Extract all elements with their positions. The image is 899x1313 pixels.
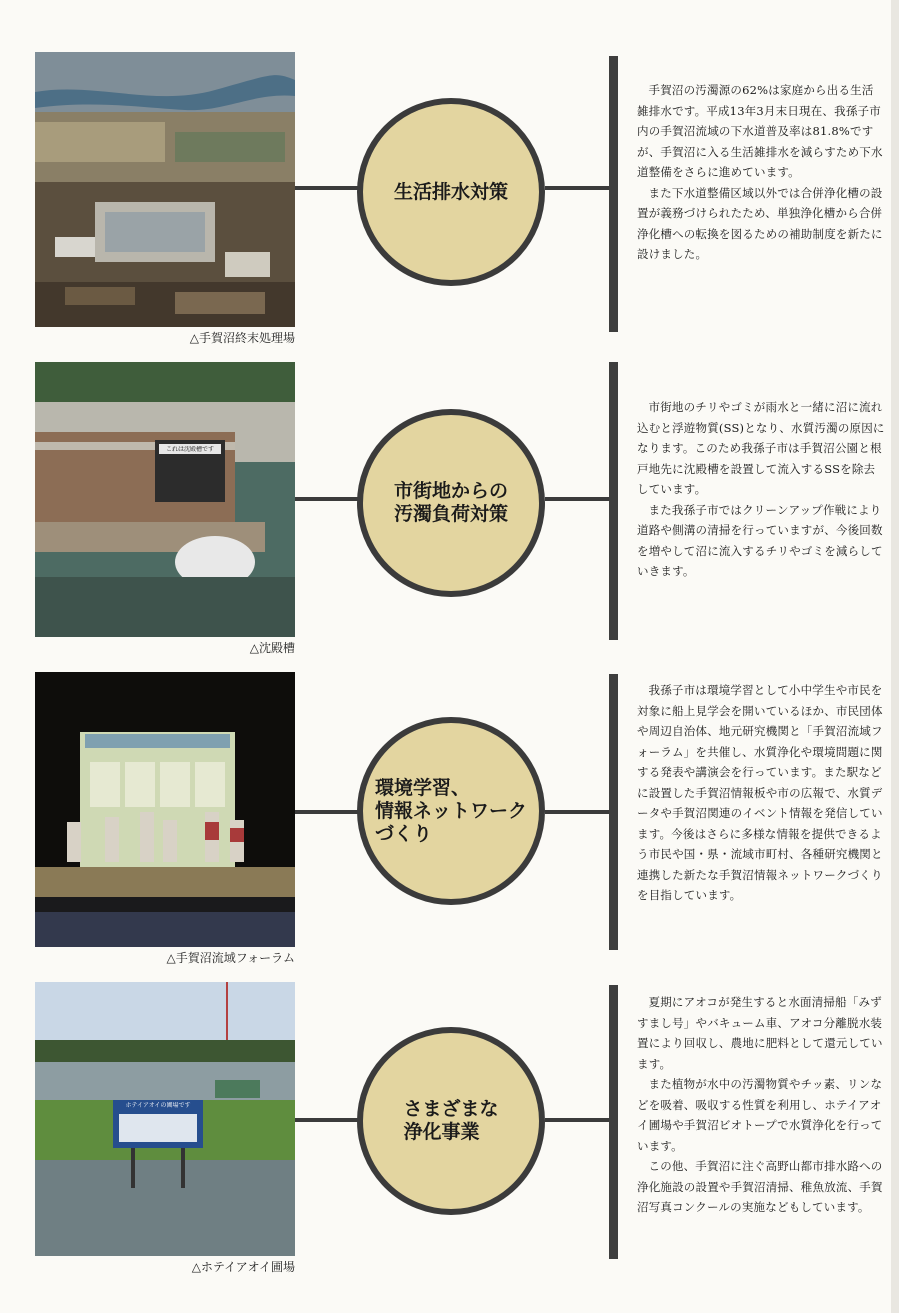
topic-body xyxy=(637,80,885,265)
topic-circle xyxy=(357,717,545,905)
topic-title: 環境学習、 情報ネットワーク づくり xyxy=(374,776,527,845)
photo-water-hyacinth-field xyxy=(35,982,295,1256)
body-paragraph: この他、手賀沼に注ぐ高野山都市排水路への浄化施設の設置や手賀沼清掃、稚魚放流、手賀沼写真コンクールの実施などもしています。 xyxy=(637,1159,883,1214)
connector-right xyxy=(545,186,611,190)
photo-caption: △手賀沼流域フォーラム xyxy=(166,951,295,965)
text-rule xyxy=(609,985,618,1259)
photo-treatment-plant xyxy=(35,52,295,327)
connector-right xyxy=(545,497,611,501)
photo-caption: △沈殿槽 xyxy=(249,641,295,655)
photo-forum xyxy=(35,672,295,947)
topic-circle xyxy=(357,98,545,286)
photo-caption: △手賀沼終末処理場 xyxy=(189,331,295,345)
topic-body xyxy=(637,680,885,906)
photo-caption: △ホテイアオイ圃場 xyxy=(191,1260,295,1274)
topic-title: 市街地からの 汚濁負荷対策 xyxy=(393,480,508,525)
sign-text: これは沈殿槽です xyxy=(165,446,214,453)
body-paragraph: 我孫子市は環境学習として小中学生や市民を対象に船上見学会を開いているほか、市民団体や周辺自治体、地元研究機関と「手賀沼流域フォーラム」を共催し、水質浄化や環境問題に関する発表や講演会を行っています。また駅などに設置した手賀沼情報板や市の広報で、水質データや手賀沼関連のイベント情報を発信しています。今後はさらに多様な情報を提供できるよう市民や国・県・流域市町村、各種研究機関と連携した新たな手賀沼情報ネットワークづくりを目指しています。 xyxy=(637,683,883,902)
topic-circle xyxy=(357,409,545,597)
topic-circle xyxy=(357,1027,545,1215)
photo-settling-tank xyxy=(35,362,295,637)
body-paragraph: 手賀沼の汚濁源の62%は家庭から出る生活雑排水です。平成13年3月末日現在、我孫子市内の手賀沼流域の下水道普及率は81.8%ですが、手賀沼に入る生活雑排水を減らすため下水道整備をさらに進めています。 xyxy=(637,83,883,179)
body-paragraph: また下水道整備区域以外では合併浄化槽の設置が義務づけられたため、単独浄化槽から合併浄化槽への転換を図るための補助制度を新たに設けました。 xyxy=(637,185,883,261)
connector-left xyxy=(295,497,360,501)
page-edge xyxy=(891,0,899,1313)
topic-title: さまざまな 浄化事業 xyxy=(403,1098,499,1143)
topic-body xyxy=(637,992,885,1218)
connector-left xyxy=(295,1118,360,1122)
body-paragraph: 夏期にアオコが発生すると水面清掃船「みずすまし号」やバキューム車、アオコ分離脱水装置により回収し、農地に肥料として還元しています。 xyxy=(637,995,883,1071)
connector-right xyxy=(545,1118,611,1122)
text-rule xyxy=(609,362,618,640)
topic-body xyxy=(637,397,885,582)
topic-title: 生活排水対策 xyxy=(393,180,508,203)
sign-text: ホテイアオイの圃場です xyxy=(125,1102,191,1109)
text-rule xyxy=(609,56,618,332)
connector-left xyxy=(295,186,360,190)
connector-left xyxy=(295,810,360,814)
connector-right xyxy=(545,810,611,814)
body-paragraph: また植物が水中の汚濁物質やチッ素、リンなどを吸着、吸収する性質を利用し、ホテイアオイ圃場や手賀沼ビオトープで水質浄化を行っています。 xyxy=(637,1077,883,1153)
body-paragraph: 市街地のチリやゴミが雨水と一緒に沼に流れ込むと浮遊物質(SS)となり、水質汚濁の原因になります。このため我孫子市は手賀沼公園と根戸地先に沈殿槽を設置して流入するSSを除去しています。 xyxy=(637,400,885,496)
text-rule xyxy=(609,674,618,950)
body-paragraph: また我孫子市ではクリーンアップ作戦により道路や側溝の清掃を行っていますが、今後回数を増やして沼に流入するチリやゴミを減らしていきます。 xyxy=(637,502,883,578)
